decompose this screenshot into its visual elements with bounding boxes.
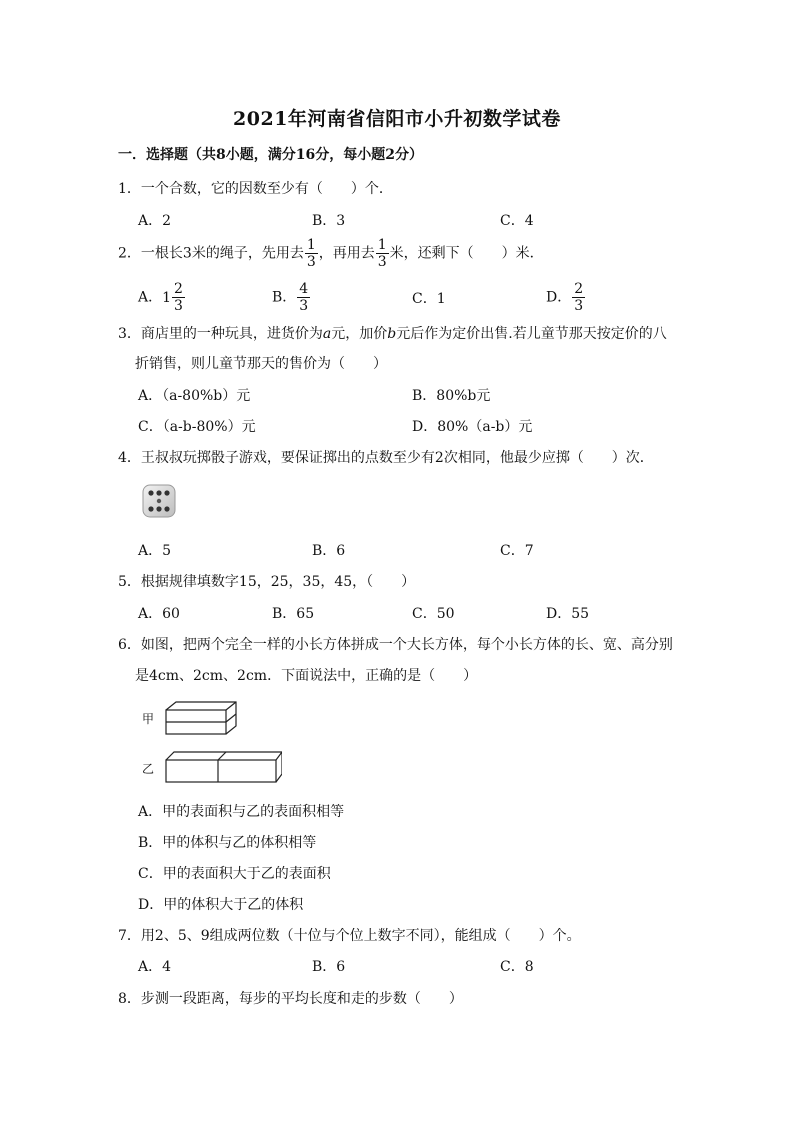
question-3-line-2: 折销售，则儿童节那天的售价为（ ） [135,356,387,372]
cuboid-diagram [140,696,282,788]
q5-option-c: C．50 [412,606,455,622]
question-7: 7．用2、5、9组成两位数（十位与个位上数字不同），能组成（ ）个。 [118,928,581,944]
fraction-numerator: 2 [574,281,584,297]
section-heading: 一．选择题（共8小题，满分16分，每小题2分） [118,147,423,163]
dice-icon [140,482,178,520]
q3-option-a: A．（a-80%b）元 [138,388,251,404]
fraction-numerator: 4 [299,281,309,297]
q5-option-b: B．65 [272,606,315,622]
q2-option-a [138,282,186,313]
q7-option-c: C．8 [500,959,534,975]
question-5: 5．根据规律填数字15，25，35，45，（ ） [118,574,416,590]
q2-option-b [272,282,311,313]
q6-option-a: A．甲的表面积与乙的表面积相等 [138,804,345,820]
q3-option-c: C．（a-b-80%）元 [138,419,256,435]
q3-option-d: D．80%（a-b）元 [412,419,533,435]
q5-option-d: D．55 [546,606,590,622]
q3-text: 3．商店里的一种玩具，进货价为 [118,326,323,342]
q2-prefix: 2．一根长3米的绳子，先用去 [118,245,304,262]
label-jia: 甲 [142,712,155,726]
fraction-numerator: 1 [306,237,316,253]
option-label: A． [138,289,163,306]
fraction [376,238,389,269]
q1-option-b: B．3 [312,213,346,229]
fraction [305,238,318,269]
q6-option-b: B．甲的体积与乙的体积相等 [138,835,317,851]
q6-option-c: C．甲的表面积大于乙的表面积 [138,866,331,882]
fraction-denominator: 3 [377,254,387,270]
q2-option-c: C．1 [412,291,446,307]
fraction-denominator: 3 [574,298,584,314]
q1-option-c: C．4 [500,213,534,229]
fraction-denominator: 3 [174,298,183,314]
fraction-numerator: 1 [377,237,387,253]
q6-option-d: D．甲的体积大于乙的体积 [138,897,304,913]
label-yi: 乙 [142,762,155,776]
q5-option-a: A．60 [138,606,180,622]
question-2 [118,238,544,269]
q3-text: 元，加价 [331,326,388,342]
cuboid-figure [140,696,282,788]
question-3-line-1 [118,323,667,343]
variable-b: b [387,326,397,342]
q4-option-b: B．6 [312,543,346,559]
q2-mid: ，再用去 [318,245,375,262]
q7-option-a: A．4 [138,959,172,975]
page-title: 2021年河南省信阳市小升初数学试卷 [233,108,561,130]
question-1: 1．一个合数，它的因数至少有（ ）个． [118,181,393,197]
question-6-line-2: 是4cm、2cm、2cm．下面说法中，正确的是（ ） [135,668,478,684]
q2-option-d [546,282,586,313]
fraction [297,282,310,313]
q4-option-c: C．7 [500,543,534,559]
fraction-numerator: 2 [174,281,183,297]
question-6-line-1: 6．如图，把两个完全一样的小长方体拼成一个大长方体，每个小长方体的长、宽、高分别 [118,637,673,653]
option-label: D． [546,289,572,306]
q3-text: 元后作为定价出售.若儿童节那天按定价的八 [396,326,667,342]
fraction [572,282,585,313]
option-label: B． [272,289,297,306]
fraction-denominator: 3 [299,298,309,314]
q7-option-b: B．6 [312,959,346,975]
q3-option-b: B．80%b元 [412,388,491,404]
question-4: 4．王叔叔玩掷骰子游戏，要保证掷出的点数至少有2次相同，他最少应掷（ ）次． [118,450,654,466]
q4-option-a: A．5 [138,543,172,559]
q2-suffix: 米，还剩下（ ）米． [389,245,544,262]
variable-a: a [322,326,332,342]
q1-option-a: A．2 [138,213,172,229]
fraction-denominator: 3 [306,254,316,270]
question-8: 8．步测一段距离，每步的平均长度和走的步数（ ） [118,991,463,1007]
fraction [172,282,185,313]
mixed-integer: 1 [162,289,172,306]
